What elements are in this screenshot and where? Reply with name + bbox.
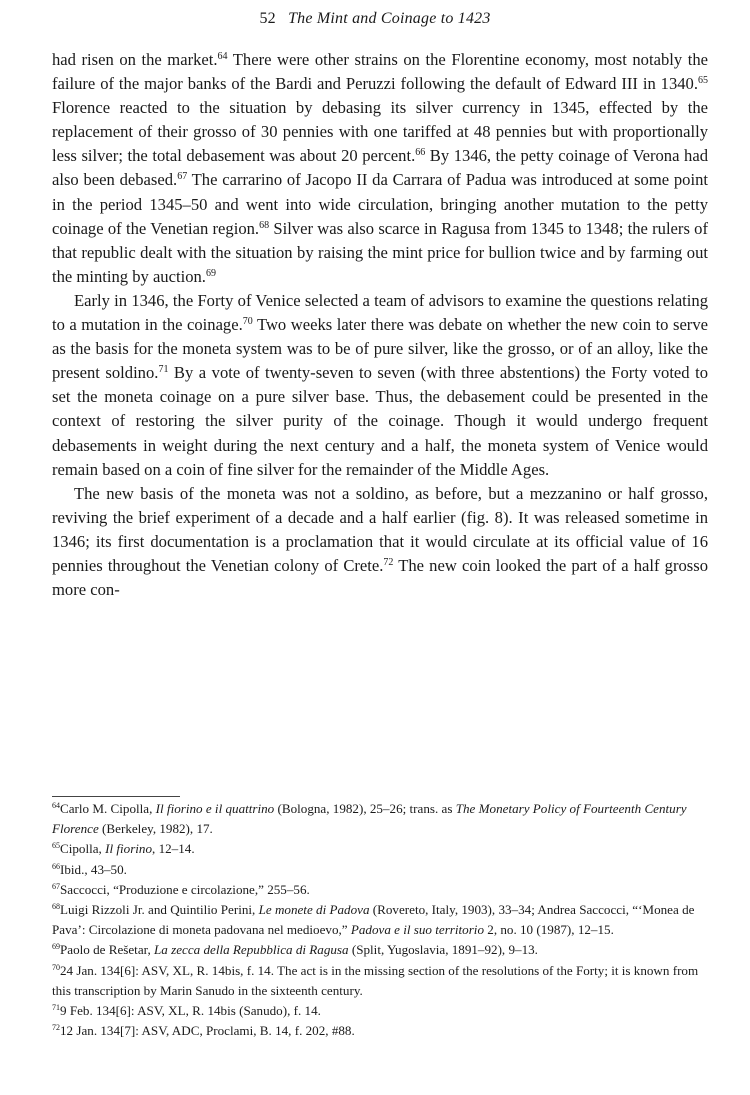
text-run: (Bologna, 1982), 25–26; trans. as bbox=[274, 801, 456, 816]
text-run: By 1346, the petty coinage of Verona had also been debased. bbox=[52, 146, 708, 190]
text-run: Luigi Rizzoli Jr. and Quintilio Perini, bbox=[60, 902, 259, 918]
footnote bbox=[52, 839, 712, 859]
footnote-ref: 67 bbox=[177, 171, 188, 183]
footnote-ref: 71 bbox=[158, 364, 169, 376]
footnote-number: 68 bbox=[52, 902, 60, 912]
page-number: 52 bbox=[259, 10, 276, 27]
text-run: By a vote of twenty-seven to seven (with three abstentions) the Forty voted to set the moneta coinage on a pure silver base. Thus, the debasement could be presented in the context of restoring the silver purity of the coinage. Though it would undergo frequent debasements in weight during the next century and a half, the moneta system of Venice would remain based on a coin of fine silver for the remainder of the Middle Ages. bbox=[52, 363, 708, 479]
text-run: 9 Feb. 134[6]: ASV, XL, R. 14bis (Sanudo), f. 14. bbox=[60, 1003, 321, 1019]
text-run: 2, no. 10 (1987), 12–15. bbox=[484, 922, 614, 938]
footnote bbox=[52, 1001, 712, 1021]
footnote bbox=[52, 799, 712, 839]
text-run: Saccocci, “Produzione e circolazione,” 255–56. bbox=[60, 881, 310, 897]
text-run: , 12–14. bbox=[152, 841, 195, 857]
footnote-number: 72 bbox=[52, 1023, 60, 1033]
italic-title: La zecca della Repubblica di Ragusa bbox=[154, 942, 349, 958]
running-head bbox=[0, 10, 750, 28]
text-run: Silver was also scarce in Ragusa from 1345 to 1348; the rulers of that republic dealt with the situation by raising the mint price for bullion twice and by farming out the minting by auction. bbox=[52, 218, 708, 286]
footnote-ref: 68 bbox=[259, 219, 270, 231]
text-run: 12 Jan. 134[7]: ASV, ADC, Proclami, B. 14, f. 202, #88. bbox=[60, 1023, 355, 1039]
text-run: Ibid., 43–50. bbox=[60, 861, 127, 877]
footnote-number: 71 bbox=[52, 1003, 60, 1013]
footnote-number: 69 bbox=[52, 942, 60, 952]
text-run: The new coin looked the part of a half grosso more con- bbox=[52, 555, 708, 600]
footnote bbox=[52, 940, 712, 960]
italic-title: Le monete di Padova bbox=[258, 902, 370, 918]
text-run: Early in 1346, the Forty of Venice selected a team of advisors to examine the questions relating to a mutation in the coinage. bbox=[52, 290, 708, 335]
text-run: The carrarino of Jacopo II da Carrara of Padua was introduced at some point in the period 1345–50 and went into wide circulation, bringing another mutation to the petty coinage of the Venetian region. bbox=[52, 170, 708, 238]
footnote bbox=[52, 860, 712, 880]
text-run: There were other strains on the Florentine economy, most notably the failure of the major banks of the Bardi and Peruzzi following the default of Edward III in 1340. bbox=[52, 50, 708, 94]
footnote-ref: 69 bbox=[205, 267, 216, 279]
footnote-ref: 64 bbox=[217, 51, 228, 62]
paragraph bbox=[52, 48, 708, 289]
text-run: Carlo M. Cipolla, bbox=[60, 801, 156, 816]
paragraph bbox=[52, 482, 708, 602]
text-run: Cipolla, bbox=[60, 841, 106, 857]
text-run: The new basis of the moneta was not a soldino, as before, but a mezzanino or half grosso, reviving the brief experiment of a decade and a half earlier (fig. 8). It was released sometime in 1346; its first documentation is a proclamation that it would circulate at its official value of 16 pennies throughout the Venetian colony of Crete. bbox=[52, 483, 708, 575]
text-run: 24 Jan. 134[6]: ASV, XL, R. 14bis, f. 14. The act is in the missing section of the resolutions of the Forty; it is known from this transcription by Marin Sanudo in the sixteenth century. bbox=[52, 962, 699, 998]
text-run: (Rovereto, Italy, 1903), 33–34; Andrea Saccocci, “‘Monea de Pava’: Circolazione di moneta padovana nel medioevo,” bbox=[52, 902, 695, 938]
footnote bbox=[52, 961, 712, 1001]
footnote-number: 65 bbox=[52, 841, 60, 851]
paragraph bbox=[52, 289, 708, 482]
text-run: Two weeks later there was debate on whether the new coin to serve as the basis for the moneta system was to be of pure silver, like the grosso, or of an alloy, like the present soldino. bbox=[52, 315, 708, 383]
main-text bbox=[52, 48, 708, 602]
footnote-divider bbox=[52, 796, 180, 797]
running-title: The Mint and Coinage to 1423 bbox=[288, 10, 491, 27]
footnotes bbox=[52, 799, 712, 1041]
footnote-ref: 65 bbox=[698, 75, 708, 87]
footnote bbox=[52, 880, 712, 900]
footnote-ref: 70 bbox=[242, 316, 253, 328]
italic-title: Padova e il suo territorio bbox=[350, 922, 484, 938]
text-run: Florence reacted to the situation by debasing its silver currency in 1345, effected by the replacement of their grosso of 30 pennies with one tariffed at 48 pennies but with proportionally less silver; the total debasement was about 20 percent. bbox=[52, 98, 708, 166]
footnote-number: 70 bbox=[52, 962, 60, 972]
footnote-number: 64 bbox=[52, 801, 60, 810]
footnote-number: 66 bbox=[52, 861, 60, 871]
italic-title: The Monetary Policy of Fourteenth Century Florence bbox=[52, 801, 687, 837]
footnote bbox=[52, 900, 712, 940]
footnote bbox=[52, 1021, 712, 1041]
italic-title: Il fiorino e il quattrino bbox=[155, 801, 275, 816]
italic-title: Il fiorino bbox=[105, 841, 153, 857]
text-run: had risen on the market. bbox=[52, 50, 218, 69]
footnote-ref: 66 bbox=[415, 147, 426, 159]
text-run: (Berkeley, 1982), 17. bbox=[98, 821, 213, 837]
text-run: Paolo de Rešetar, bbox=[60, 942, 155, 958]
footnote-number: 67 bbox=[52, 881, 60, 891]
footnote-ref: 72 bbox=[383, 556, 394, 568]
text-run: (Split, Yugoslavia, 1891–92), 9–13. bbox=[348, 942, 538, 958]
